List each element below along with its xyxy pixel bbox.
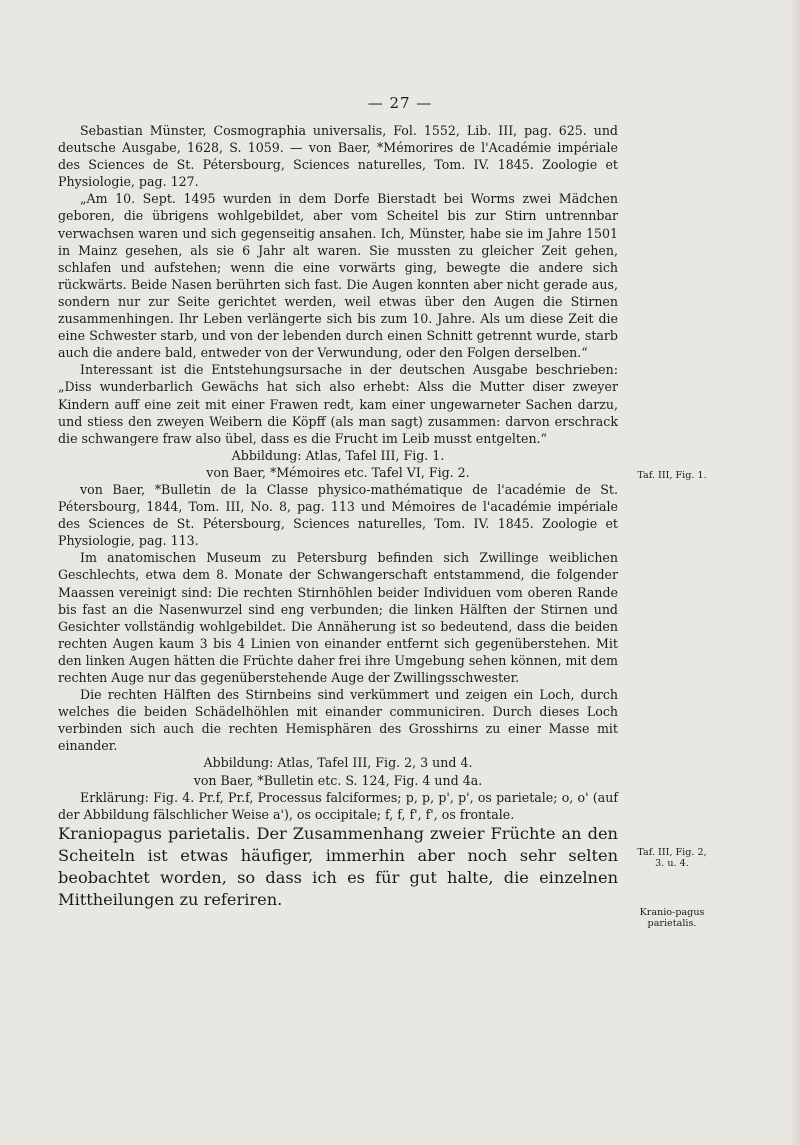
figure-reference-2: Abbildung: Atlas, Tafel III, Fig. 2, 3 und 4. — [203, 755, 473, 771]
margin-note-kraniopagus: Kranio-pagus parietalis. — [639, 907, 705, 929]
page-number: — 27 — — [367, 94, 433, 112]
paragraph-origin-cause: Interessant ist die Entstehungsursache in der deutschen Ausgabe beschrieben: „Diss wunderbarlich Gewächs hat sich also erhebt: Alss die Mutter diser zweyer Kindern auff eine zeit mit einer Frawen redt, kam einer ungewarneter Sachen darzu, und stiess den zweyen Weibern die Köpff (als man sagt) zusammen: darvon erschrack die schwangere fraw also übel, dass es die Frucht im Leib musst entgelten.“ — [58, 362, 618, 446]
figure-explanation: Erklärung: Fig. 4. Pr.f, Pr.f, Processus falciformes; p, p, p', p', os parietale; o, o' (auf der Abbildung fälschlicher Weise a'), os occipitale; f, f, f', f', os frontale. — [58, 789, 618, 822]
paragraph-stirnbein: Die rechten Hälften des Stirnbeins sind verkümmert und zeigen ein Loch, durch welches die beiden Schädelhöhlen mit einander communiciren. Durch dieses Loch verbinden sich auch die rechten Hemisphären des Grosshirns zu einer Masse mit einander. — [58, 687, 618, 754]
paragraph-quote-muenster: „Am 10. Sept. 1495 wurden in dem Dorfe Bierstadt bei Worms zwei Mädchen geboren, die übrigens wohlgebildet, aber vom Scheitel bis zur Stirn untrennbar verwachsen waren und sich gegenseitig ansahen. Ich, Münster, habe sie im Jahre 1501 in Mainz gesehen, als sie 6 Jahr alt waren. Sie mussten zu gleicher Zeit gehen, schlafen und aufstehen; wenn die eine vorwärts ging, bewegte die andere sich rückwärts. Beide Nasen berührten sich fast. Die Augen konnten aber nicht gerade aus, sondern nur zur Seite gerichtet werden, weil etwas über den Augen die Stirnen zusammenhingen. Ihr Leben verlängerte sich bis zum 10. Jahre. Als um diese Zeit die eine Schwester starb, und von der lebenden durch einen Schnitt getrennt wurde, starb auch die andere bald, entweder von der Verwundung, oder den Folgen derselben.“ — [58, 191, 618, 361]
paragraph-petersburg-twins: Im anatomischen Museum zu Petersburg befinden sich Zwillinge weiblichen Geschlechts, etwa dem 8. Monate der Schwangerschaft entstammend, die folgender Maassen vereinigt sind: Die rechten Stirnhöhlen beider Individuen vom oberen Rande bis fast an die Nasenwurzel sind eng verbunden; die linken Hälften der Stirnen und Gesichter vollständig wohlgebildet. Die Annäherung ist so bedeutend, dass die beiden rechten Augen kaum 3 bis 4 Linien von einander entfernt sich gegenüberstehen. Mit den linken Augen hätten die Früchte daher frei ihre Umgebung sehen können, mit dem rechten Auge nur das gegenüberstehende Auge der Zwillingsschwester. — [58, 550, 618, 685]
margin-note-taf3-fig234: Taf. III, Fig. 2, 3. u. 4. — [637, 847, 707, 869]
text-column — [58, 122, 618, 911]
section-kraniopagus-parietalis: Kraniopagus parietalis. Der Zusammenhang zweier Früchte an den Scheiteln ist etwas häufiger, immerhin aber noch sehr selten beobachtet worden, so dass ich es für gut halte, die einzelnen Mittheilungen zu referiren. — [58, 823, 618, 909]
page-edge-shadow — [790, 0, 800, 1145]
figure-reference-2-baer: von Baer, *Bulletin etc. S. 124, Fig. 4 und 4a. — [193, 772, 483, 788]
paragraph-reference-muenster: Sebastian Münster, Cosmographia universalis, Fol. 1552, Lib. III, pag. 625. und deutsche Ausgabe, 1628, S. 1059. — von Baer, *Mémorires de l'Académie impériale des Sciences de St. Pétersbourg, Sciences naturelles, Tom. IV. 1845. Zoologie et Physiologie, pag. 127. — [58, 123, 618, 190]
figure-reference-1: Abbildung: Atlas, Tafel III, Fig. 1. — [231, 447, 445, 463]
paragraph-reference-baer: von Baer, *Bulletin de la Classe physico-mathématique de l'académie de St. Pétersbourg, 1844, Tom. III, No. 8, pag. 113 und Mémoires de l'académie impériale des Sciences de St. Pétersbourg, Sciences naturelles, Tom. IV. 1845. Zoologie et Physiologie, pag. 113. — [58, 481, 618, 549]
margin-note-taf3-fig1: Taf. III, Fig. 1. — [637, 470, 707, 481]
figure-reference-1-baer: von Baer, *Mémoires etc. Tafel VI, Fig. 2. — [206, 464, 470, 480]
